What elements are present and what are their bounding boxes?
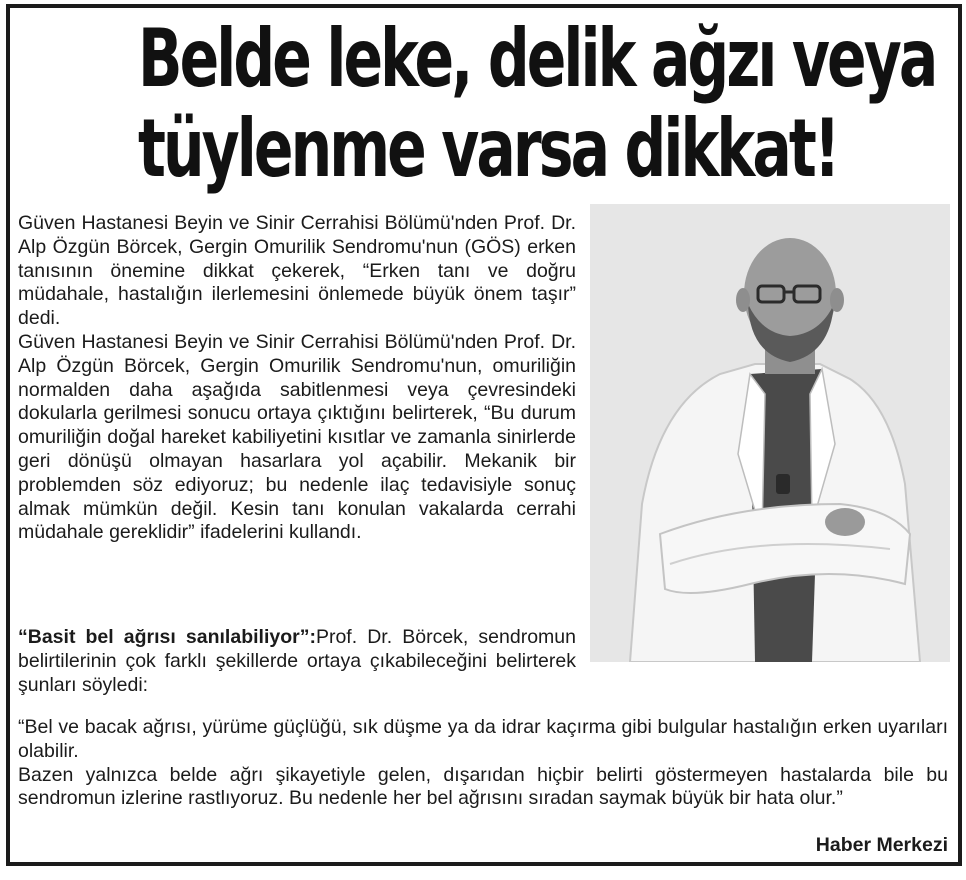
subheading-paragraph (18, 626, 576, 697)
doctor-photo (590, 204, 950, 662)
paragraph-3-text: Prof. Dr. Börcek, sendromun belirtilerinin çok farklı şekillerde ortaya çıkabileceğini belirterek şunları söyledi: (18, 626, 576, 696)
paragraph-3 (18, 626, 576, 697)
paragraph-2: Güven Hastanesi Beyin ve Sinir Cerrahisi Bölümü'nden Prof. Dr. Alp Özgün Börcek, Gergin Omurilik Sendromu'nun, omuriliğin normalden daha aşağıda sabitlenmesi veya çevresindeki dokularla gerilmesi sonucu ortaya çıktığını belirterek, “Bu durum omuriliğin doğal hareket kabiliyetini kısıtlar ve zamanla sinirlerde geri dönüşü olmayan hasarlara yol açabilir. Mekanik bir problemden söz ediyoruz; bu nedenle ilaç tedavisiyle sonuç almak mümkün değil. Kesin tanı konulan vakalarda cerrahi müdahale gereklidir” ifadelerini kullandı. (18, 330, 576, 544)
paragraph-5: Bazen yalnızca belde ağrı şikayetiyle gelen, dışarıdan hiçbir belirti göstermeyen hastalarda bile bu sendromun izlerine rastlıyoruz. Bu nedenle her bel ağrısını sıradan saymak büyük bir hata olur.” (18, 763, 948, 810)
headline-line-1: Belde leke, delik ağzı veya (137, 12, 936, 105)
headline (137, 12, 936, 195)
byline: Haber Merkezi (815, 834, 948, 856)
headline-line-2: tüylenme varsa dikkat! (137, 102, 838, 195)
paragraph-4: “Bel ve bacak ağrısı, yürüme güçlüğü, sık düşme ya da idrar kaçırma gibi bulgular hastalığın erken uyarıları olabilir. (18, 716, 948, 762)
quote-block (18, 716, 948, 811)
paragraph-1: Güven Hastanesi Beyin ve Sinir Cerrahisi Bölümü'nden Prof. Dr. Alp Özgün Börcek, Gergin Omurilik Sendromu'nun (GÖS) erken tanısının önemine dikkat çekerek, “Erken tanı ve doğru müdahale, hastalığın ilerlemesini önlemede büyük önem taşır” dedi. (18, 212, 576, 330)
subheading: “Basit bel ağrısı sanılabiliyor”: (18, 626, 316, 648)
doctor-portrait-icon (590, 204, 950, 662)
body-column (18, 212, 576, 545)
article-frame (6, 4, 962, 866)
